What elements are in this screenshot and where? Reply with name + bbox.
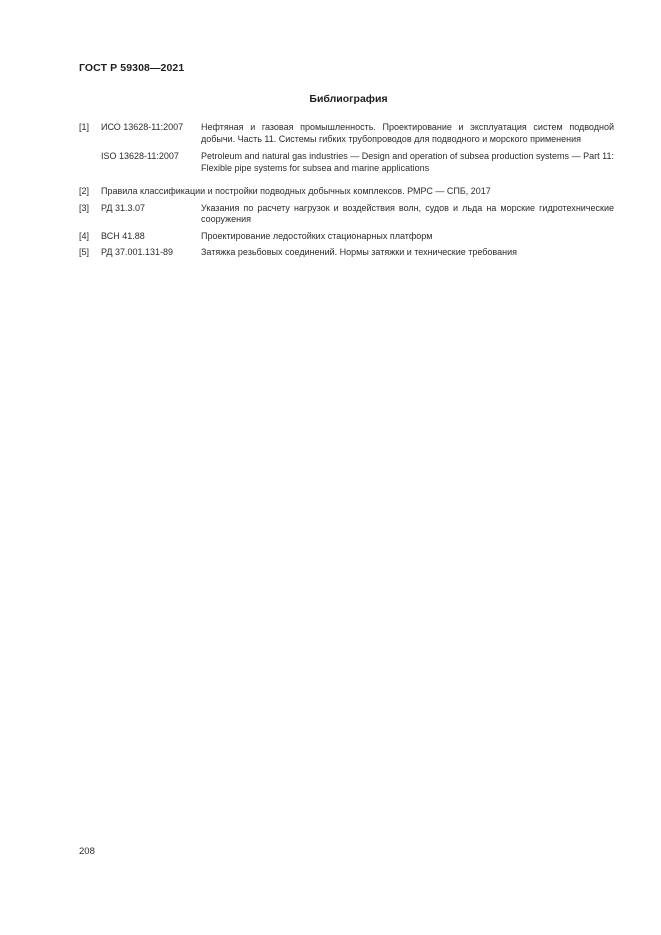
entry-title: Проектирование ледостойких стационарных платформ — [201, 230, 433, 241]
bibliography-entry-2 — [79, 186, 614, 198]
entry-document-id: ИСО 13628-11:2007 — [101, 122, 184, 132]
section-title: Библиография — [309, 93, 388, 105]
entry-title: Указания по расчету нагрузок и воздействия волн, судов и льда на морские гидротехнические сооружения — [201, 202, 614, 224]
entry-number: [2] — [79, 186, 90, 196]
entry-document-id: РД 37.001.131-89 — [101, 247, 174, 257]
entry-title: Petroleum and natural gas industries — Design and operation of subsea production systems — Part 11: Flexible pipe systems for subsea and marine applications — [201, 151, 614, 173]
bibliography-entry-3 — [79, 203, 614, 226]
entry-title: Затяжка резьбовых соединений. Нормы затяжки и технические требования — [201, 247, 517, 257]
entry-document-id: РД 31.3.07 — [101, 202, 146, 213]
entry-title: Нефтяная и газовая промышленность. Проектирование и эксплуатация систем подводной добычи. Часть 11. Системы гибких трубопроводов для подводного и морского применения — [201, 122, 614, 144]
page-number: 208 — [79, 846, 95, 857]
document-header: ГОСТ Р 59308—2021 — [79, 62, 185, 74]
entry-document-id: ВСН 41.88 — [101, 230, 145, 241]
bibliography-entry-1-original — [79, 151, 614, 174]
entry-number: [3] — [79, 202, 90, 213]
bibliography-entry-1 — [79, 122, 614, 145]
entry-number: [5] — [79, 247, 90, 257]
entry-number: [4] — [79, 230, 90, 241]
bibliography-entry-4 — [79, 231, 614, 243]
entry-title: Правила классификации и постройки подводных добычных комплексов. РМРС — СПБ, 2017 — [101, 186, 491, 196]
entry-number: [1] — [79, 122, 90, 132]
entry-document-id: ISO 13628-11:2007 — [101, 151, 179, 161]
bibliography-entry-5 — [79, 247, 614, 259]
bibliography-list — [79, 122, 614, 259]
